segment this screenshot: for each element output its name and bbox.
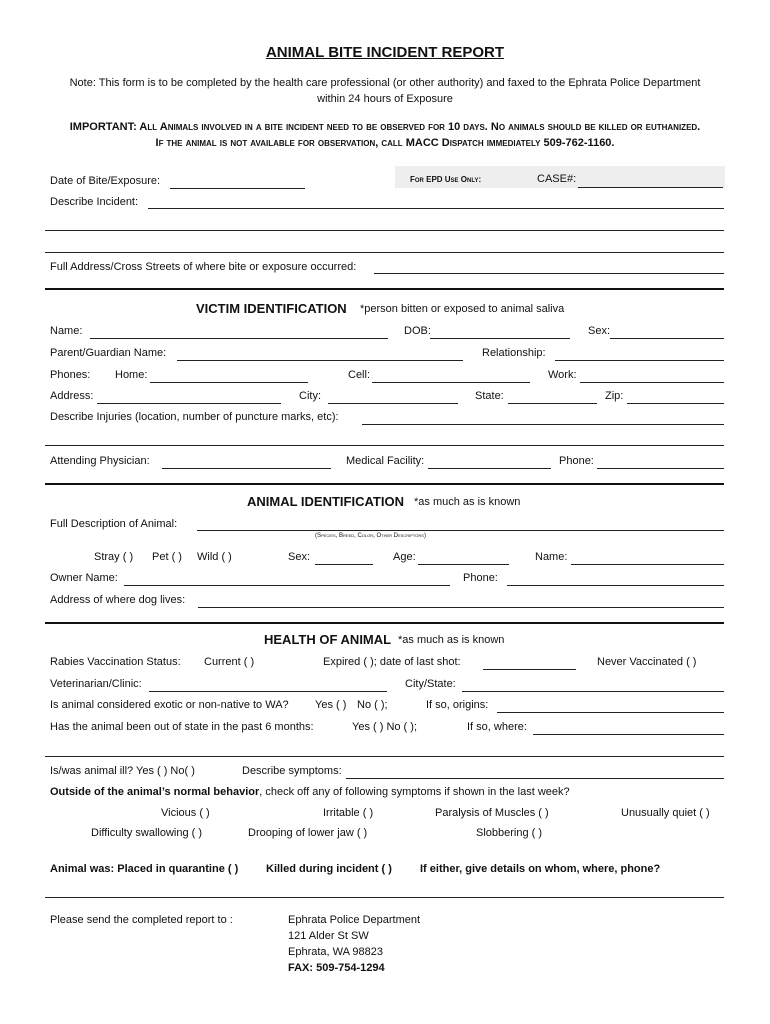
physician-input[interactable] <box>162 453 331 467</box>
symptoms-input[interactable] <box>346 763 723 777</box>
behavior-instruction <box>50 786 570 798</box>
case-label: CASE#: <box>537 173 577 185</box>
origins-label: If so, origins: <box>426 699 489 711</box>
bite-address-label: Full Address/Cross Streets of where bite or exposure occurred: <box>50 261 357 273</box>
animal-sex-input[interactable] <box>315 549 373 563</box>
victim-city-input[interactable] <box>328 388 458 402</box>
guardian-input[interactable] <box>177 345 463 359</box>
form-title: ANIMAL BITE INCIDENT REPORT <box>265 44 505 61</box>
victim-name-label: Name: <box>50 325 83 337</box>
victim-sex-label: Sex: <box>588 325 611 337</box>
descriptors-hint: (Species, Breed, Color, Other Descriptors) <box>315 533 426 539</box>
victim-subheading: *person bitten or exposed to animal saliva <box>360 303 565 315</box>
date-input[interactable] <box>170 173 305 187</box>
physician-label: Attending Physician: <box>50 455 150 467</box>
unusually-quiet-option[interactable]: Unusually quiet ( ) <box>621 807 710 819</box>
exotic-yes-option[interactable]: Yes ( ) <box>315 699 347 711</box>
facility-label: Medical Facility: <box>346 455 425 467</box>
victim-zip-input[interactable] <box>627 388 723 402</box>
last-shot-date-input[interactable] <box>483 654 576 668</box>
work-phone-label: Work: <box>548 369 577 381</box>
victim-state-label: State: <box>475 390 504 402</box>
home-phone-label: Home: <box>115 369 148 381</box>
health-heading: HEALTH OF ANIMAL <box>264 632 392 647</box>
drooping-jaw-option[interactable]: Drooping of lower jaw ( ) <box>248 827 368 839</box>
rabies-expired-option[interactable]: Expired ( ); date of last shot: <box>323 656 461 668</box>
out-of-state-label: Has the animal been out of state in the past 6 months: <box>50 721 314 733</box>
irritable-option[interactable]: Irritable ( ) <box>323 807 374 819</box>
vicious-option[interactable]: Vicious ( ) <box>161 807 210 819</box>
origins-input[interactable] <box>497 697 723 711</box>
paralysis-option[interactable]: Paralysis of Muscles ( ) <box>435 807 549 819</box>
victim-address-label: Address: <box>50 390 94 402</box>
owner-phone-input[interactable] <box>507 570 723 584</box>
animal-description-label: Full Description of Animal: <box>50 518 178 530</box>
animal-age-label: Age: <box>393 551 416 563</box>
victim-sex-input[interactable] <box>610 323 723 337</box>
bite-address-input[interactable] <box>374 259 723 273</box>
owner-input[interactable] <box>124 570 450 584</box>
important-line-1: IMPORTANT: All Animals involved in a bite incident need to be observed for 10 days. No animals should be killed or euthanized. <box>69 121 701 133</box>
victim-heading: VICTIM IDENTIFICATION <box>196 301 347 316</box>
animal-subheading: *as much as is known <box>414 496 521 508</box>
date-label: Date of Bite/Exposure: <box>50 175 161 187</box>
behavior-instruction-rest: , check off any of following symptoms if shown in the last week? <box>259 786 570 798</box>
ill-question[interactable]: Is/was animal ill? Yes ( ) No( ) <box>50 765 195 777</box>
behavior-instruction-bold: Outside of the animal’s normal behavior <box>50 786 260 798</box>
pet-option[interactable]: Pet ( ) <box>152 551 182 563</box>
note-line-1: Note: This form is to be completed by the health care professional (or other authority) and faxed to the Ephrata Police Department <box>69 77 701 89</box>
vet-citystate-input[interactable] <box>462 676 723 690</box>
case-input[interactable] <box>578 172 723 186</box>
footer-org: Ephrata Police Department <box>288 914 421 926</box>
victim-dob-label: DOB: <box>404 325 431 337</box>
epd-use-label: For EPD Use Only: <box>410 175 482 184</box>
where-input[interactable] <box>533 719 723 733</box>
vet-input[interactable] <box>149 676 387 690</box>
footer-street: 121 Alder St SW <box>288 930 369 942</box>
owner-phone-label: Phone: <box>463 572 498 584</box>
swallowing-option[interactable]: Difficulty swallowing ( ) <box>91 827 203 839</box>
victim-city-label: City: <box>299 390 321 402</box>
victim-zip-label: Zip: <box>605 390 624 402</box>
physician-phone-input[interactable] <box>597 453 723 467</box>
guardian-label: Parent/Guardian Name: <box>50 347 167 359</box>
rabies-current-option[interactable]: Current ( ) <box>204 656 255 668</box>
animal-name-input[interactable] <box>571 549 723 563</box>
physician-phone-label: Phone: <box>559 455 594 467</box>
killed-option[interactable]: Killed during incident ( ) <box>266 863 392 875</box>
victim-state-input[interactable] <box>508 388 597 402</box>
animal-name-label: Name: <box>535 551 568 563</box>
victim-address-input[interactable] <box>97 388 281 402</box>
footer-fax: FAX: 509-754-1294 <box>288 962 385 974</box>
details-question: If either, give details on whom, where, phone? <box>420 863 661 875</box>
rabies-never-option[interactable]: Never Vaccinated ( ) <box>597 656 697 668</box>
symptoms-label: Describe symptoms: <box>242 765 342 777</box>
wild-option[interactable]: Wild ( ) <box>197 551 232 563</box>
dog-address-label: Address of where dog lives: <box>50 594 186 606</box>
victim-dob-input[interactable] <box>430 323 570 337</box>
phones-label: Phones: <box>50 369 91 381</box>
details-input[interactable] <box>45 882 724 896</box>
describe-incident-label: Describe Incident: <box>50 196 139 208</box>
facility-input[interactable] <box>428 453 550 467</box>
note-line-2: within 24 hours of Exposure <box>317 93 453 105</box>
injuries-label: Describe Injuries (location, number of puncture marks, etc): <box>50 411 339 423</box>
important-line-2: If the animal is not available for observation, call MACC Dispatch immediately 509-762-1160. <box>155 137 615 149</box>
exotic-label: Is animal considered exotic or non-native to WA? <box>50 699 289 711</box>
send-to-label: Please send the completed report to : <box>50 914 233 926</box>
animal-age-input[interactable] <box>418 549 509 563</box>
cell-phone-label: Cell: <box>348 369 371 381</box>
stray-option[interactable]: Stray ( ) <box>94 551 134 563</box>
slobbering-option[interactable]: Slobbering ( ) <box>476 827 543 839</box>
out-of-state-yes-no[interactable]: Yes ( ) No ( ); <box>352 721 417 733</box>
cell-phone-input[interactable] <box>372 367 530 381</box>
vet-label: Veterinarian/Clinic: <box>50 678 142 690</box>
work-phone-input[interactable] <box>580 367 723 381</box>
health-subheading: *as much as is known <box>398 634 505 646</box>
rabies-label: Rabies Vaccination Status: <box>50 656 181 668</box>
quarantine-option[interactable]: Animal was: Placed in quarantine ( ) <box>50 863 239 875</box>
dog-address-input[interactable] <box>198 592 723 606</box>
relationship-input[interactable] <box>555 345 723 359</box>
owner-label: Owner Name: <box>50 572 118 584</box>
victim-name-input[interactable] <box>90 323 388 337</box>
animal-sex-label: Sex: <box>288 551 311 563</box>
footer-city: Ephrata, WA 98823 <box>288 946 383 958</box>
animal-description-input[interactable] <box>197 516 723 530</box>
animal-heading: ANIMAL IDENTIFICATION <box>247 494 404 509</box>
relationship-label: Relationship: <box>482 347 546 359</box>
home-phone-input[interactable] <box>150 367 308 381</box>
exotic-no-option[interactable]: No ( ); <box>357 699 388 711</box>
where-label: If so, where: <box>467 721 527 733</box>
describe-incident-input[interactable] <box>148 194 723 208</box>
injuries-input[interactable] <box>362 409 723 423</box>
vet-citystate-label: City/State: <box>405 678 456 690</box>
